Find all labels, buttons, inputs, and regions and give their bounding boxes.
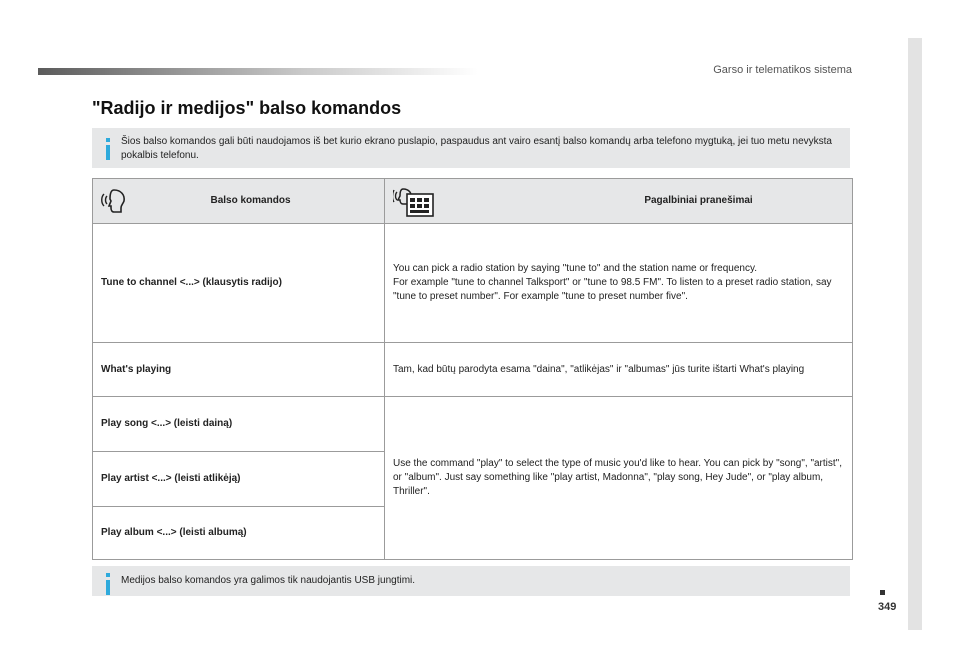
command-cell: What's playing [93, 343, 385, 397]
message-cell [385, 224, 853, 343]
command-cell: Play album <...> (leisti albumą) [93, 507, 385, 560]
side-tab-strip [908, 38, 922, 630]
header-help-messages-label: Pagalbiniai pranešimai [644, 195, 753, 206]
page-number: 349 [878, 601, 897, 613]
message-cell: Tam, kad būtų parodyta esama "daina", "atlikėjas" ir "albumas" jūs turite ištarti What's playing [385, 343, 853, 397]
message-line: You can pick a radio station by saying "tune to" and the station name or frequency. [393, 263, 757, 274]
voice-commands-table [92, 178, 853, 560]
info-box-bottom [92, 566, 850, 596]
info-text: Šios balso komandos gali būti naudojamos iš bet kurio ekrano puslapio, paspaudus ant vairo esantį balso komandų arba telefono mygtuką, jei tuo metu nevyksta pokalbis telefonu. [121, 136, 832, 161]
header-gradient-bar [38, 68, 478, 75]
header-help-messages [385, 179, 853, 224]
voice-speaking-icon [101, 187, 129, 215]
table-row [93, 343, 853, 397]
command-cell: Play song <...> (leisti dainą) [93, 397, 385, 452]
table-row [93, 224, 853, 343]
table-row [93, 397, 853, 452]
info-icon [103, 573, 113, 595]
message-line: For example "tune to channel Talksport" or "tune to 98.5 FM". To listen to a preset radio station, say "tune to preset number". For example "tune to preset number five". [393, 277, 832, 302]
header-voice-commands-label: Balso komandos [210, 195, 291, 206]
info-box-top [92, 128, 850, 168]
message-cell: Use the command "play" to select the type of music you'd like to hear. You can pick by "song", "artist", or "album". Just say something like "play artist, Madonna", "play song, Hey Jude", or "play album, Thriller". [385, 397, 853, 560]
chapter-title: Garso ir telematikos sistema [713, 64, 852, 76]
header-voice-commands [93, 179, 385, 224]
command-cell: Play artist <...> (leisti atlikėją) [93, 452, 385, 507]
info-icon [103, 138, 113, 160]
section-title: "Radijo ir medijos" balso komandos [92, 98, 402, 118]
info-text: Medijos balso komandos yra galimos tik naudojantis USB jungtimi. [121, 575, 416, 586]
page-marker [880, 590, 885, 595]
command-cell: Tune to channel <...> (klausytis radijo) [93, 224, 385, 343]
voice-screen-icon [393, 187, 435, 217]
